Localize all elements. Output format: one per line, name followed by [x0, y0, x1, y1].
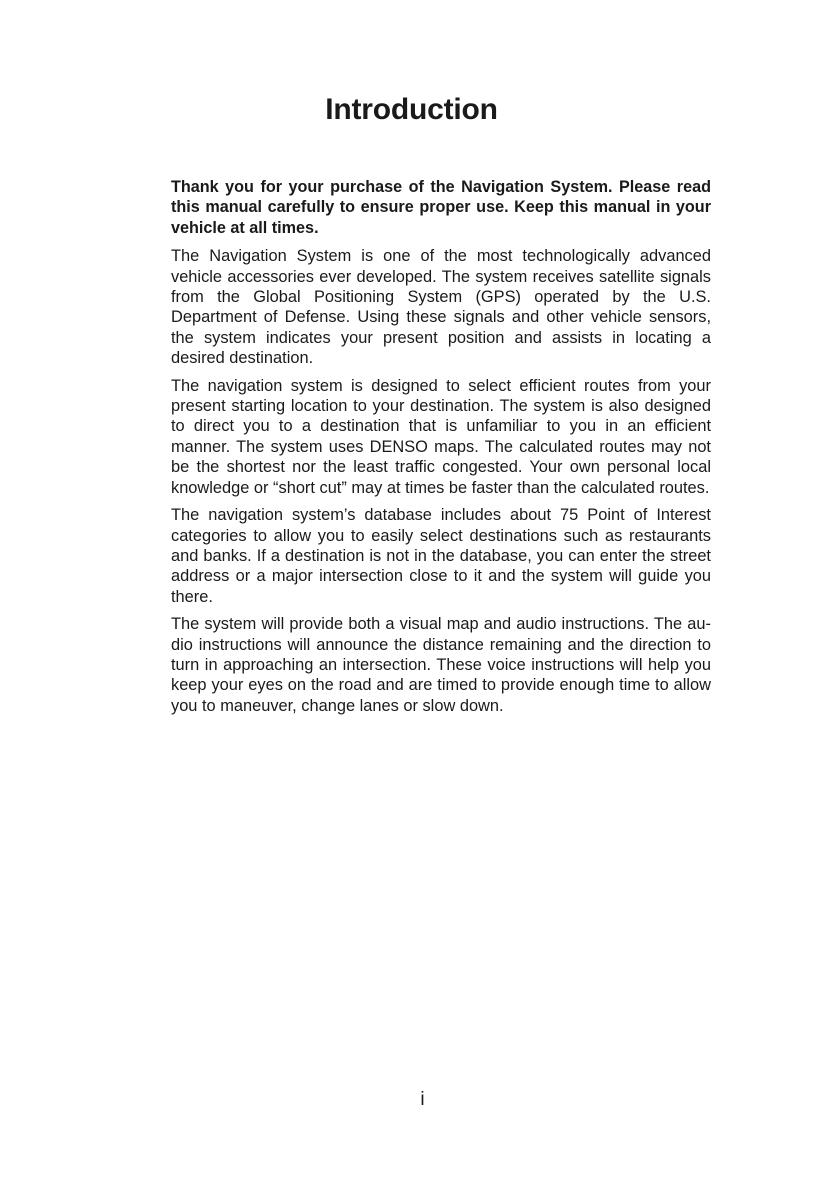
route-selection-paragraph: The navigation system is designed to select efficient routes from your present starting location to your destination. The system is also designed to direct you to a destination that is unfamiliar to you in an efficient manner. The system uses DENSO maps. The calculated routes may not be the shortest nor the least traffic congested. Your own personal local knowledge or “short cut” may at times be faster than the calculated routes. [171, 376, 711, 497]
page-title: Introduction [325, 93, 498, 126]
audio-instructions-paragraph: The system will provide both a visual map and audio instructions. The audio instructions will announce the distance remaining and the direction to turn in approaching an intersection. These voice instructions will help you keep your eyes on the road and are timed to provide enough time to allow you to maneuver, change lanes or slow down. [171, 615, 711, 715]
body-text [171, 177, 711, 723]
system-overview-paragraph: The Navigation System is one of the most technologically advanced vehicle accessories ever developed. The system receives satellite signals from the Global Positioning System (GPS) operated by the U.S. Department of Defense. Using these signals and other vehicle sensors, the system indicates your present position and assists in locating a desired destination. [171, 247, 711, 368]
database-paragraph: The navigation system’s database includes about 75 Point of Interest categories to allow you to easily select destinations such as restaurants and banks. If a destination is not in the database, you can enter the street address or a major intersection close to it and the system will guide you there. [171, 506, 711, 606]
page-number: i [420, 1089, 425, 1110]
intro-paragraph: Thank you for your purchase of the Navigation System. Please read this manual carefully to ensure proper use. Keep this manual in your vehicle at all times. [171, 178, 711, 237]
